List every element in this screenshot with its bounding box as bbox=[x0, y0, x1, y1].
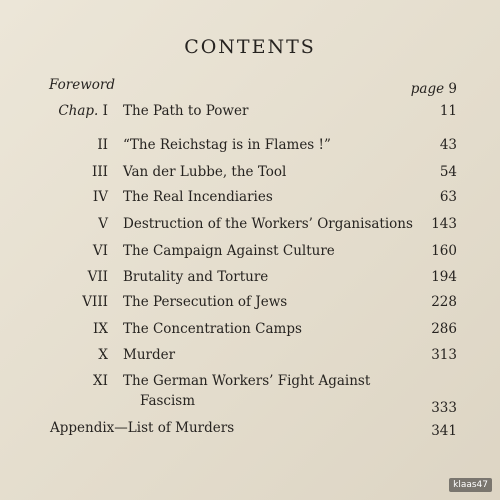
chapter-title: The German Workers’ Fight Against bbox=[123, 373, 371, 389]
chapter-title: Murder bbox=[123, 347, 176, 363]
contents-heading: CONTENTS bbox=[184, 36, 316, 58]
chapter-title: “The Reichstag is in Flames !” bbox=[123, 137, 331, 153]
chapter-number: Chap. I bbox=[58, 103, 108, 119]
chapter-number: III bbox=[92, 164, 108, 180]
chapter-title: The Path to Power bbox=[123, 103, 249, 119]
watermark: klaas47 bbox=[449, 478, 492, 492]
chapter-title: The Real Incendiaries bbox=[123, 189, 273, 205]
toc-row bbox=[0, 164, 500, 190]
toc-row bbox=[0, 137, 500, 163]
chapter-number: X bbox=[98, 347, 108, 363]
toc-row bbox=[0, 269, 500, 295]
toc-row bbox=[0, 216, 500, 242]
chapter-title: The Persecution of Jews bbox=[123, 294, 288, 310]
chapter-number: VIII bbox=[82, 294, 108, 310]
chapter-page: 228 bbox=[431, 294, 457, 310]
chapter-page: 54 bbox=[439, 164, 457, 180]
toc-row bbox=[0, 294, 500, 320]
chapter-title: Van der Lubbe, the Tool bbox=[123, 164, 287, 180]
chapter-title: The Concentration Camps bbox=[123, 321, 302, 337]
chapter-title: Destruction of the Workers’ Organisations bbox=[123, 216, 413, 232]
chapter-page: 11 bbox=[439, 103, 457, 119]
toc-row bbox=[0, 423, 500, 449]
chapter-number: IV bbox=[92, 189, 108, 205]
toc-row bbox=[0, 103, 500, 129]
chapter-page: 43 bbox=[439, 137, 457, 153]
chapter-page: 194 bbox=[431, 269, 457, 285]
chapter-number: V bbox=[98, 216, 108, 232]
chapter-page: 313 bbox=[431, 347, 457, 363]
toc-row bbox=[0, 243, 500, 269]
appendix-title: Appendix—List of Murders bbox=[50, 420, 235, 436]
foreword-page-number: 9 bbox=[448, 81, 457, 97]
toc-row bbox=[0, 373, 500, 399]
chapter-page: 286 bbox=[431, 321, 457, 337]
chapter-number: II bbox=[97, 137, 108, 153]
chapter-title-continuation: Fascism bbox=[140, 393, 196, 409]
chapter-title: The Campaign Against Culture bbox=[123, 243, 335, 259]
toc-row bbox=[0, 347, 500, 373]
page-word: page bbox=[410, 81, 445, 97]
foreword-label: Foreword bbox=[49, 77, 115, 93]
chapter-number: XI bbox=[93, 373, 108, 389]
chapter-number: VI bbox=[92, 243, 108, 259]
appendix-page: 341 bbox=[431, 423, 457, 439]
chapter-page: 143 bbox=[431, 216, 457, 232]
toc-row bbox=[0, 321, 500, 347]
toc-row bbox=[0, 189, 500, 215]
chapter-number: VII bbox=[87, 269, 108, 285]
chapter-page: 333 bbox=[431, 400, 457, 416]
chapter-title: Brutality and Torture bbox=[123, 269, 269, 285]
chapter-number: IX bbox=[93, 321, 108, 337]
foreword-page bbox=[411, 81, 457, 97]
chapter-page: 63 bbox=[439, 189, 457, 205]
chapter-page: 160 bbox=[431, 243, 457, 259]
